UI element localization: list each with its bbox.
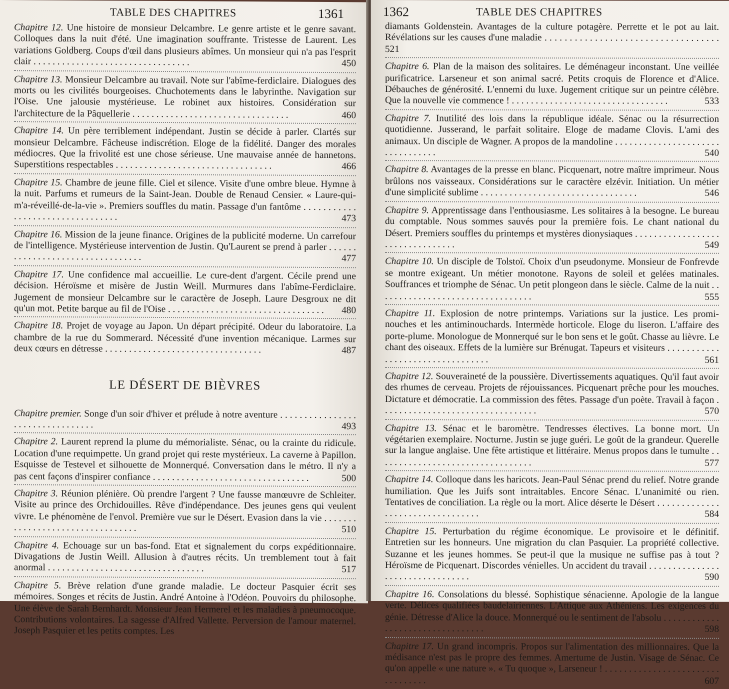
entry-page: 487 [341, 345, 356, 357]
leader-dots: . . . . . . . . . . . . . . . . . . . . . . . . . . . . . . . . . [130, 108, 289, 121]
divider [14, 70, 356, 73]
entry-page: 598 [704, 623, 719, 636]
entry-text: Réunion plénière. Où prendre l'argent ? Une fausse manœuvre de Schleiter. Visite au prince des Orchidouilles. Rêve d'indépendance. Des jeunes gens qui veulent vivre. Le phénomène de l'envol. Première vue sur le Désert. Evasion dans la vie [14, 488, 356, 524]
leader-dots: . . . . . . . . . . . . . . . . . . . . . . . . . . . . . . . . . [102, 343, 262, 356]
leader-dots: . . . . . . . . . . . . . . . . . . . . . . . . . . . . . . . . . [385, 280, 719, 302]
chapter-entry [385, 474, 719, 520]
entry-text: Plan de la maison des solitaires. Le déménageur inconstant. Une veillée purificatrice. Larseneur et son animal sacré. Petits croquis de Florence et d'Alice. Débauches de générosité. L'ennemi du luxe. Jugement critique sur un peintre célèbre. Que la nouvelle vie commence ! [385, 61, 720, 107]
leader-dots: . . . . . . . . . . . . . . . . . . . . . . . . . . . . . . . . . [385, 663, 720, 686]
chapter-label: Chapitre 2. [14, 436, 59, 448]
chapter-label: Chapitre 16. [385, 588, 435, 601]
leader-dots: . . . . . . . . . . . . . . . . . . . . . . . . . . . . . . . . . [165, 303, 324, 316]
leader-dots: . . . . . . . . . . . . . . . . . . . . . . . . . . . . . . . . . [385, 497, 719, 520]
chapter-entry [385, 205, 719, 251]
leader-dots: . . . . . . . . . . . . . . . . . . . . . . . . . . . . . . . . . [385, 560, 720, 583]
entry-page: 450 [341, 58, 356, 70]
chapter-label: Chapitre 5. [14, 579, 62, 592]
divider [14, 576, 356, 579]
entry-text: Une confidence mal accueillie. Le cure-dent d'argent. Cécile prend une décision. Héroïsme et misère de Justin Weill. Murmures dans l'abîme-Ferdiclaire. Jugement de monsieur Delcambre sur le caractère de Joseph. Laure Desgroux ne dit qu'un mot. Petite barque au fil de l'Oise [14, 269, 356, 315]
right-page [371, 0, 729, 687]
divider [14, 484, 356, 487]
entry-page: 555 [704, 291, 719, 303]
entry-page: 590 [704, 572, 719, 584]
entry-text: Avantages de la presse en blanc. Picquenart, notre maître imprimeur. Nous brûlons nos vaisseaux. Considérations sur le caractère elzévir. Initiation. Un métier d'une simplicité sublime [385, 164, 719, 199]
entry-text: Projet de voyage au Japon. Un départ précipité. Odeur du laboratoire. La chambre de la rue du Sommerard. Nécessité d'une invention mécanique. Larmes sur deux cœurs en détresse [14, 320, 356, 355]
divider [385, 57, 719, 59]
entry-text: Un grand incompris. Propos sur l'alimentation des millionnaires. Que la médisance n'est pas le propre des femmes. Amertume de Justin. Visage de Sénac. Ce qu'on appelle « une nature ». « Tu quoque », Larseneur ! [385, 640, 719, 675]
divider [385, 161, 719, 163]
leader-dots: . . . . . . . . . . . . . . . . . . . . . . . . . . . . . . . . . [385, 342, 720, 365]
entry-page: 570 [704, 406, 719, 418]
leader-dots: . . . . . . . . . . . . . . . . . . . . . . . . . . . . . . . . . [509, 95, 668, 108]
entry-page: 510 [341, 524, 356, 536]
divider [385, 522, 719, 524]
divider [14, 225, 356, 228]
entry-text: Monsieur Delcambre au travail. Note sur l'abîme-ferdiclaire. Dialogues des morts ou les civilités bourgeoises. Chuchotements dans le labyrinthe. Navigation sur l'Oise. Une jalousie mystérieuse. Le robinet aux histoires. Considération sur l'architecture de la Pâquellerie [14, 74, 356, 120]
chapter-entry [14, 320, 356, 356]
chapter-label: Chapitre 17. [385, 640, 434, 652]
chapter-entry [14, 269, 356, 317]
page-number: 1361 [318, 5, 344, 22]
chapter-entry [14, 74, 356, 122]
chapter-list [14, 22, 356, 641]
chapter-entry [14, 177, 356, 225]
entry-text: Songe d'un soir d'hiver et prélude à notre aventure [84, 408, 278, 421]
divider [385, 109, 719, 111]
chapter-entry [385, 526, 719, 584]
divider [385, 304, 719, 306]
entry-page: 517 [341, 564, 356, 576]
divider [14, 265, 356, 268]
running-header: TABLE DES CHAPITRES [476, 6, 603, 19]
chapter-entry [14, 22, 356, 70]
divider [14, 432, 356, 435]
entry-text: Colloque dans les haricots. Jean-Paul Sénac prend du relief. Notre grande humiliation. Que les Juifs sont intraitables. Encore Sénac. L'unanimité ou rien. Tentatives de conciliation. La règle ou la mort. Alice déserte le Désert [385, 474, 719, 509]
entry-text: Explosion de notre printemps. Variations sur la justice. Les promi-nouches et les antiminouchards. Intermède horticole. Eloge du liseron. L'affaire des porte-plume. Monologue de Monnerqué sur le bon sens et le goût. Chasse au lièvre. Le chant des oiseaux. Effets de la lumière sur Brénugat. Tapeurs et visiteurs [385, 308, 720, 354]
chapter-entry [385, 641, 719, 687]
section-title: LE DÉSERT DE BIÈVRES [109, 377, 261, 393]
chapter-label: Chapitre 12. [385, 371, 434, 383]
entry-page: 521 [385, 43, 400, 55]
divider [385, 470, 719, 472]
chapter-list [385, 21, 719, 689]
leader-dots: . . . . . . . . . . . . . . . . . . . . . . . . . . . . . . . . . [31, 56, 190, 69]
chapter-label: Chapitre 18. [14, 320, 64, 332]
entry-page: 500 [341, 472, 356, 484]
chapter-label: Chapitre 10. [385, 256, 434, 268]
chapter-label: Chapitre 13. [385, 422, 437, 434]
leader-dots: . . . . . . . . . . . . . . . . . . . . . . . . . . . . . . . . . [385, 136, 719, 159]
chapter-entry [14, 488, 356, 536]
entry-text: diamants Goldenstein. Avantages de la culture potagère. Perrette et le pot au lait. Révélations sur les causes d'une maladie [385, 21, 719, 44]
entry-page: 584 [704, 509, 719, 521]
chapter-label: Chapitre 13. [14, 73, 63, 86]
chapter-label: Chapitre 11. [385, 307, 436, 320]
leader-dots: . . . . . . . . . . . . . . . . . . . . . . . . . . . . . . . . . [385, 394, 719, 417]
divider [385, 419, 719, 421]
entry-page: 540 [704, 147, 719, 159]
entry-text: Un père terriblement indépendant. Justin se décide à parler. Clartés sur monsieur Delcambre. Fâcheuse indiscrétion. Eloge de la fidélité. Danger des morales médiocres. Que la frivolité est une chose sérieuse. Une mauvaise année de hannetons. Superstitions respectables [14, 125, 356, 172]
chapter-label: Chapitre 4. [14, 539, 60, 551]
entry-page: 477 [341, 253, 356, 265]
entry-page: 493 [341, 421, 356, 433]
entry-page: 460 [341, 109, 356, 122]
chapter-label: Chapitre 9. [385, 204, 429, 216]
leader-dots: . . . . . . . . . . . . . . . . . . . . . . . . . . . . . . . . . [385, 612, 719, 635]
entry-text: Echouage sur un bas-fond. Etat et signalement du corps expéditionnaire. Divagations de Justin Weill. Allusion à d'autres récits. Un tremblement tout à fait anormal [14, 540, 356, 574]
entry-page: 473 [341, 213, 356, 225]
entry-page: 480 [341, 305, 356, 317]
entry-page: 577 [704, 457, 719, 469]
divider [14, 536, 356, 539]
chapter-entry [14, 125, 356, 173]
chapter-label: Chapitre 14. [14, 125, 64, 137]
entry-page: 466 [341, 161, 356, 173]
chapter-label: Chapitre 14. [385, 474, 434, 486]
chapter-entry [14, 540, 356, 576]
chapter-entry [385, 165, 719, 200]
entry-page: 533 [704, 96, 719, 108]
entry-page: 549 [704, 239, 719, 251]
chapter-entry [385, 589, 719, 635]
entry-page: 561 [704, 354, 719, 366]
entry-text: Consolations du blessé. Sophistique sénacienne. Apologie de la langue verte. Délices qualifiées baudelairiennes. L'Attique aux Athéniens. Les exigences du génie. Détresse d'Alice la douce. Monnerqué ou le sentiment de l'absolu [385, 589, 719, 624]
chapter-label: Chapitre 6. [385, 61, 430, 73]
entry-page: 546 [704, 188, 719, 200]
leader-dots: . . . . . . . . . . . . . . . . . . . . . . . . . . . . . . . . . [14, 409, 357, 431]
entry-text: Apprentissage dans l'enthousiasme. Les solitaires à la besogne. Le bureau du comptable. Nous sommes sauvés pour la première fois. Le chant national du Désert. Premiers souffles du printemps et mystères dionysiaques [385, 204, 720, 240]
leader-dots: . . . . . . . . . . . . . . . . . . . . . . . . . . . . . . . . . [113, 160, 272, 173]
chapter-label: Chapitre 15. [385, 525, 437, 538]
chapter-entry [14, 580, 356, 639]
leader-dots: . . . . . . . . . . . . . . . . . . . . . . . . . . . . . . . . . [385, 446, 719, 469]
chapter-label: Chapitre 15. [14, 176, 63, 189]
entry-text: Inutilité des lois dans la république idéale. Sénac ou la résurrection quotidienne. Jusserand, le parfait solitaire. Eloge de madame Clovis. L'ami des animaux. Un disciple de Wagner. A propos de la mandoline [385, 113, 719, 148]
divider [14, 121, 356, 124]
divider [385, 585, 719, 587]
chapter-label: Chapitre 3. [14, 488, 58, 500]
entry-text: Mission de la jeune finance. Origines de la publicité moderne. Un carrefour de l'intelligence. Mystérieuse intervention de Justin. Qu'Laurent se prend à parler [14, 228, 356, 253]
leader-dots: . . . . . . . . . . . . . . . . . . . . . . . . . . . . . . . . . [45, 562, 204, 575]
chapter-entry [385, 371, 719, 417]
divider [14, 173, 356, 176]
entry-text: Une histoire de monsieur Delcambre. Le genre artiste et le genre savant. Colloques dans la nuit d'été. Une imagination souffrante. Tristesse de Laurent. Les variations Goldberg. Coups d'œil dans plusieurs abîmes. Un monsieur qui n'a pas l'esprit clair [14, 22, 356, 68]
entry-text: Souveraineté de la poussière. Divertissements aquatiques. Qu'il faut avoir des rhumes de cerveau. Projets de réjouissances. Picquenart prêche pour les mouches. Dictature et démocratie. La commission des fêtes. Passage d'un poète. Travail à façon [385, 371, 719, 406]
chapter-label: Chapitre 8. [385, 164, 429, 176]
entry-text: Chambre de jeune fille. Ciel et silence. Visite d'une ombre bleue. Hymne à la nuit. Parfums et rumeurs de la Saint-Jean. Double de Renaud Censier. « Laure-qui-m'a-réveillé-de-la-vie ». Premiers souffles du matin. Passage d'un fantôme [14, 177, 356, 213]
chapter-entry [14, 408, 356, 433]
running-header: TABLE DES CHAPITRES [110, 6, 237, 20]
chapter-label: Chapitre premier. [14, 407, 82, 420]
divider [385, 252, 719, 254]
left-page [0, 0, 368, 638]
chapter-entry [385, 423, 719, 469]
divider [385, 201, 719, 203]
entry-text: Un disciple de Tolstoï. Choix d'un pseudonyme. Monsieur de Fonfrevde se montre exigeant. Un métier monotone. Rayons de soleil et gelées matinales. Souffrances et triomphe de Sénac. Un petit plongeon dans le siècle. Calme de la nuit [385, 256, 719, 292]
entry-text: Brève relation d'une grande maladie. Le docteur Pasquier écrit ses mémoires. Songes et récits de Justin. André Antoine à l'Odéon. Pouvoirs du philosophe. Une élève de Sarah Bernhardt. Monsieur Jean Hermerel et les maladies à pneumocoque. Contributions volontaires. La sagesse d'Alfred Vallette. Perversion de l'amour maternel. Joseph Pasquier et les petits comptes. Les [14, 580, 356, 638]
entry-text: Perturbation du régime économique. Le provisoire et le définitif. Entretien sur les honneurs. Une migration du clan Pasquier. La propriété collective. Suzanne et les jeunes hommes. Se peut-il que la musique ne suffise pas à tout ? Héroïsme de Picquenart. Discordes vénielles. Un accident du travail [385, 526, 720, 572]
leader-dots: . . . . . . . . . . . . . . . . . . . . . . . . . . . . . . . . . [14, 201, 356, 223]
divider [385, 637, 719, 639]
chapter-entry [14, 229, 356, 265]
chapter-entry [385, 256, 719, 302]
page-number: 1362 [383, 4, 409, 20]
leader-dots: . . . . . . . . . . . . . . . . . . . . . . . . . . . . . . . . . [14, 241, 356, 264]
chapter-entry [385, 113, 719, 159]
entry-text: Laurent reprend la plume du mémorialiste. Sénac, ou la crainte du ridicule. Location d'une requimpette. Un grand projet qui reste mystérieux. La caverne à Papillon. Esquisse de Testevel et silhouette de Monnerqué. Conversation dans le métro. Il n'y a pas cent façons d'inspirer confiance [14, 436, 356, 483]
chapter-label: Chapitre 16. [14, 228, 63, 240]
chapter-entry [14, 436, 356, 484]
chapter-entry [385, 61, 719, 107]
entry-page: 607 [704, 675, 719, 687]
leader-dots: . . . . . . . . . . . . . . . . . . . . . . . . . . . . . . . . . [478, 187, 637, 199]
chapter-label: Chapitre 7. [385, 112, 431, 125]
chapter-label: Chapitre 17. [14, 268, 64, 281]
divider [385, 367, 719, 369]
divider [14, 316, 356, 319]
leader-dots: . . . . . . . . . . . . . . . . . . . . . . . . . . . . . . . . . [14, 512, 357, 535]
chapter-label: Chapitre 12. [14, 22, 64, 34]
leader-dots: . . . . . . . . . . . . . . . . . . . . . . . . . . . . . . . . . [385, 228, 719, 251]
continued-entry: diamants Goldenstein. Avantages de la culture potagère. Perrette et le pot au lait. Révélations sur les causes d'une maladie . . . . . . . . . . . . . . . . . . . . . . . . . . . . . . . . . . . 521 [385, 21, 719, 55]
entry-text: Sénac et le baromètre. Tendresses électives. La bonne mort. Un végétarien exemplaire. Nocturne. Justin se juge guéri. Le goût de la grandeur. Querelle sur la langue anglaise. Une fête artistique et littéraire. Menus propos dans le tumulte [385, 422, 719, 458]
chapter-entry [385, 308, 719, 366]
leader-dots: . . . . . . . . . . . . . . . . . . . . . . . . . . . . . . . . . [150, 471, 309, 484]
